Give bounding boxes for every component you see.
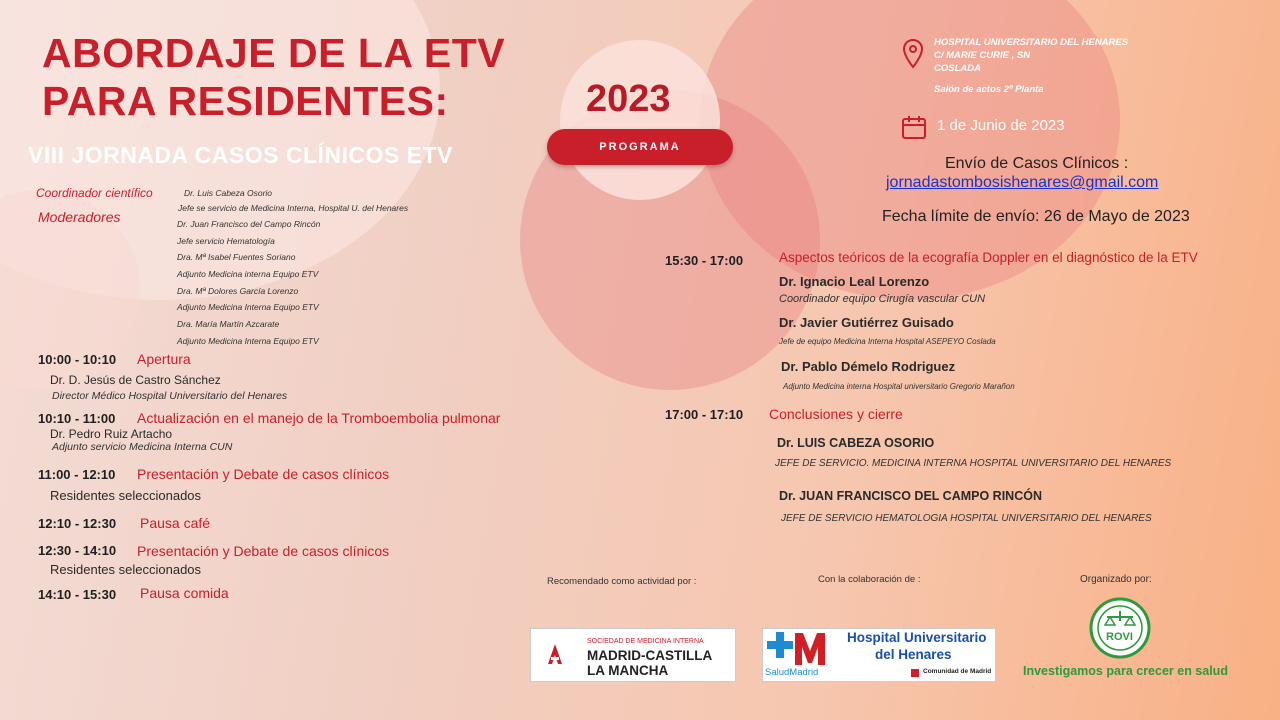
schedule-title: Presentación y Debate de casos clínicos: [137, 466, 390, 482]
speaker-name: Dr. JUAN FRANCISCO DEL CAMPO RINCÓN: [779, 489, 1042, 503]
schedule-time: 12:10 - 12:30: [38, 516, 117, 531]
schedule-time: 11:00 - 12:10: [38, 467, 116, 482]
venue-room: Salón de actos 2º Planta: [934, 84, 1044, 95]
schedule-title: Actualización en el manejo de la Tromboembolia pulmonar: [137, 410, 501, 426]
schedule-title: Pausa comida: [140, 585, 229, 601]
schedule-speaker: Residentes seleccionados: [50, 562, 202, 577]
speaker-role: Coordinador equipo Cirugía vascular CUN: [779, 293, 986, 305]
coordinator-role: Jefe se servicio de Medicina Interna, Hospital U. del Henares: [178, 203, 409, 213]
moderator-name: Dr. Juan Francisco del Campo Rincón: [177, 219, 321, 229]
rovi-logo: [1089, 597, 1151, 659]
schedule-time: 10:00 - 10:10: [38, 352, 117, 367]
speaker-role: JEFE DE SERVICIO HEMATOLOGIA HOSPITAL UNIVERSITARIO DEL HENARES: [781, 513, 1152, 524]
schedule-title: Apertura: [137, 351, 191, 367]
collaboration-label: Con la colaboración de :: [818, 574, 921, 585]
speaker-role: Adjunto Medicina interna Hospital universitario Gregorio Marañon: [783, 382, 1015, 391]
speaker-name: Dr. LUIS CABEZA OSORIO: [777, 436, 935, 450]
cases-label: Envío de Casos Clínicos :: [945, 155, 1129, 172]
schedule-title: Presentación y Debate de casos clínicos: [137, 543, 390, 559]
smi-logo-icon: [545, 643, 565, 670]
salud-madrid-text: SaludMadrid: [765, 667, 819, 678]
smi-logo: [530, 628, 736, 682]
moderator-name: Dra. Mª Isabel Fuentes Soriano: [177, 252, 296, 262]
rovi-name: ROVI: [1106, 631, 1133, 643]
moderators-label: Moderadores: [38, 209, 121, 225]
speaker-name: Dr. Javier Gutiérrez Guisado: [779, 315, 954, 330]
schedule-speaker: Dr. D. Jesús de Castro Sánchez: [50, 373, 221, 387]
moderator-role: Adjunto Medicina interna Equipo ETV: [177, 269, 319, 279]
speaker-name: Dr. Ignacio Leal Lorenzo: [779, 274, 930, 289]
deadline: Fecha límite de envío: 26 de Mayo de 2023: [882, 208, 1190, 225]
organized-label: Organizado por:: [1080, 574, 1152, 585]
moderator-name: Dra. María Martín Azcarate: [177, 319, 280, 329]
year: 2023: [586, 78, 671, 120]
comunidad-text: Comunidad de Madrid: [923, 668, 992, 675]
schedule-title: Pausa café: [140, 515, 211, 531]
program-badge: PROGRAMA: [547, 129, 733, 165]
moderator-role: Adjunto Medicina Interna Equipo ETV: [177, 336, 319, 346]
comunidad-flag-icon: [911, 669, 919, 677]
schedule-affiliation: Director Médico Hospital Universitario del Henares: [52, 390, 288, 402]
venue-address: [934, 36, 1128, 75]
smi-line-1: SOCIEDAD DE MEDICINA INTERNA: [587, 638, 704, 645]
session-title: Conclusiones y cierre: [769, 406, 903, 422]
schedule-speaker: Dr. Pedro Ruiz Artacho: [50, 427, 173, 441]
coordinator-label: Coordinador científico: [36, 186, 153, 200]
smi-line-2: MADRID-CASTILLA: [587, 648, 713, 663]
session-title: Aspectos teóricos de la ecografía Doppler en el diagnóstico de la ETV: [779, 250, 1198, 265]
hospital-logo: [762, 628, 996, 682]
venue-line-3: COSLADA: [934, 63, 981, 74]
hospital-name-line-1: Hospital Universitario: [847, 630, 987, 645]
speaker-name: Dr. Pablo Démelo Rodriguez: [781, 359, 956, 374]
recommended-label: Recomendado como actividad por :: [547, 576, 697, 587]
hospital-name-line-2: del Henares: [875, 647, 952, 662]
speaker-role: JEFE DE SERVICIO. MEDICINA INTERNA HOSPITAL UNIVERSITARIO DEL HENARES: [775, 458, 1172, 469]
location-pin-icon: [902, 38, 924, 75]
schedule-affiliation: Adjunto servicio Medicina Interna CUN: [52, 441, 233, 453]
schedule-time: 14:10 - 15:30: [38, 587, 117, 602]
smi-line-3: LA MANCHA: [587, 663, 669, 678]
speaker-role: Jefe de equipo Medicina Interna Hospital ASEPEYO Coslada: [779, 337, 996, 346]
subtitle: VIII JORNADA CASOS CLÍNICOS ETV: [28, 142, 453, 168]
venue-line-2: C/ MARIE CURIE , SN: [934, 50, 1031, 61]
moderator-role: Adjunto Medicina Interna Equipo ETV: [177, 302, 319, 312]
title-line-2: PARA RESIDENTES:: [42, 78, 449, 124]
session-time: 15:30 - 17:00: [665, 253, 744, 268]
schedule-speaker: Residentes seleccionados: [50, 488, 202, 503]
coordinator-name: Dr. Luis Cabeza Osorio: [184, 188, 273, 198]
schedule-time: 10:10 - 11:00: [38, 411, 116, 426]
moderator-name: Dra. Mª Dolores García Lorenzo: [177, 286, 299, 296]
email-link[interactable]: jornadastombosishenares@gmail.com: [886, 174, 1159, 191]
venue-line-1: HOSPITAL UNIVERSITARIO DEL HENARES: [934, 37, 1129, 48]
event-date: 1 de Junio de 2023: [937, 117, 1065, 134]
rovi-logo-icon: [1089, 597, 1151, 659]
title-line-1: ABORDAJE DE LA ETV: [42, 30, 506, 76]
calendar-icon: [901, 114, 927, 145]
schedule-time: 12:30 - 14:10: [38, 543, 117, 558]
moderator-role: Jefe servicio Hematología: [177, 236, 275, 246]
rovi-slogan: Investigamos para crecer en salud: [1023, 664, 1228, 678]
session-time: 17:00 - 17:10: [665, 407, 744, 422]
